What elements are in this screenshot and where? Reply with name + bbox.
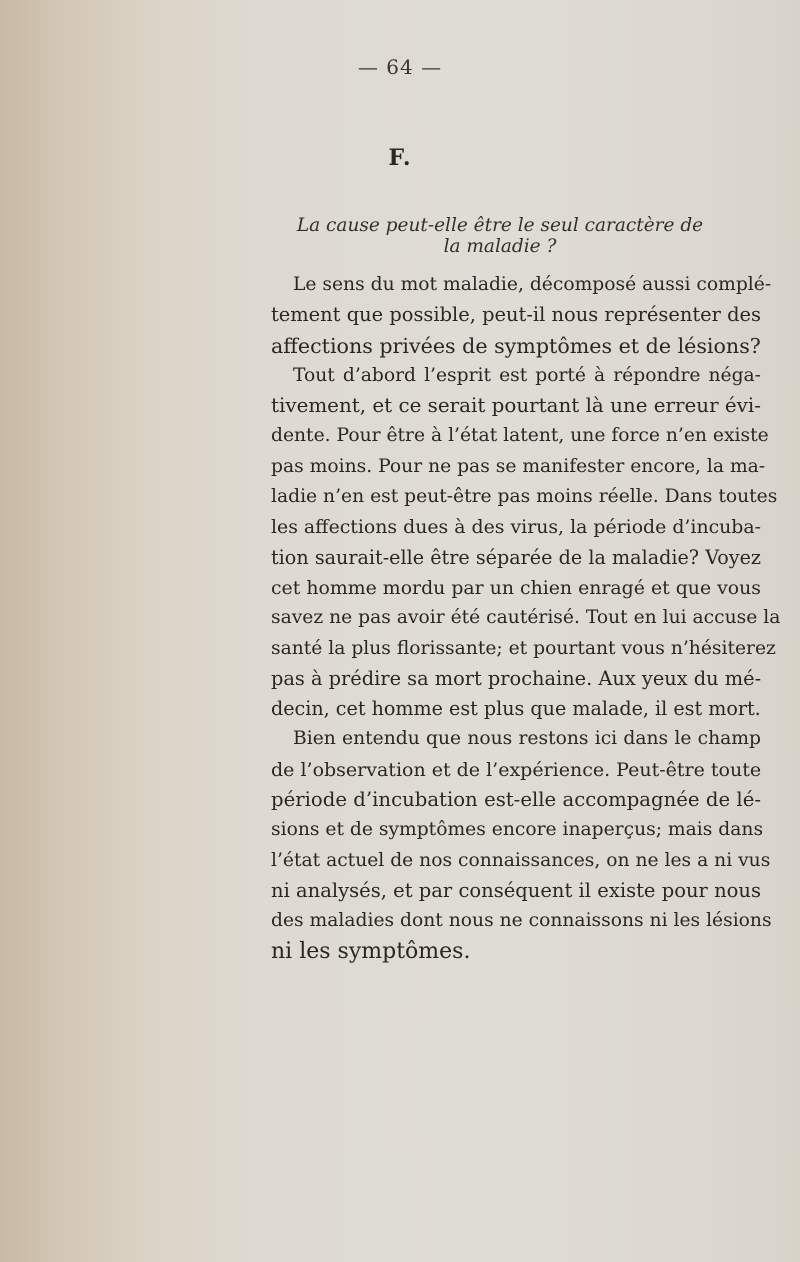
text-line: dente. Pour être à l’état latent, une force n’en existe (271, 425, 769, 447)
text-line: Bien entendu que nous restons ici dans le champ (293, 728, 761, 750)
section-letter: F. (388, 145, 412, 171)
text-line: tion saurait-elle être séparée de la maladie? Voyez (271, 545, 761, 569)
body-text (271, 270, 781, 967)
text-line: des maladies dont nous ne connaissons ni les lésions (271, 910, 772, 932)
text-line: les affections dues à des virus, la période d’incuba- (271, 516, 761, 539)
text-line: affections privées de symptômes et de lésions? (271, 333, 761, 358)
text-line: période d’incubation est-elle accompagnée de lé- (271, 788, 761, 812)
text-line: decin, cet homme est plus que malade, il est mort. (271, 697, 761, 721)
paragraph-1 (271, 270, 772, 361)
text-line: ladie n’en est peut-être pas moins réelle. Dans toutes (271, 486, 778, 508)
text-line: pas moins. Pour ne pas se manifester encore, la ma- (271, 455, 766, 477)
text-line: ni analysés, et par conséquent il existe pour nous (271, 878, 761, 902)
text-line: de l’observation et de l’expérience. Peut-être toute (271, 758, 762, 781)
page-number: — 64 — (357, 55, 443, 79)
text-line: ni les symptômes. (271, 938, 471, 964)
text-line: tivement, et ce serait pourtant là une erreur évi- (271, 394, 761, 418)
text-line: sions et de symptômes encore inaperçus; mais dans (271, 819, 764, 841)
text-line: savez ne pas avoir été cautérisé. Tout en lui accuse la (271, 607, 781, 629)
paragraph-3 (271, 724, 772, 966)
text-line: tement que possible, peut-il nous représenter des (271, 303, 761, 327)
text-line: pas à prédire sa mort prochaine. Aux yeux du mé- (271, 666, 762, 690)
text-line: Le sens du mot maladie, décomposé aussi complé- (293, 274, 772, 295)
section-heading: La cause peut-elle être le seul caractère de la maladie ? (296, 215, 704, 257)
text-line: Tout d’abord l’esprit est porté à répondre néga- (293, 364, 761, 386)
text-line: santé la plus florissante; et pourtant vous n’hésiterez (271, 637, 776, 659)
text-line: cet homme mordu par un chien enragé et que vous (271, 576, 761, 599)
text-line: l’état actuel de nos connaissances, on ne les a ni vus (271, 849, 771, 871)
paragraph-2 (271, 361, 781, 725)
